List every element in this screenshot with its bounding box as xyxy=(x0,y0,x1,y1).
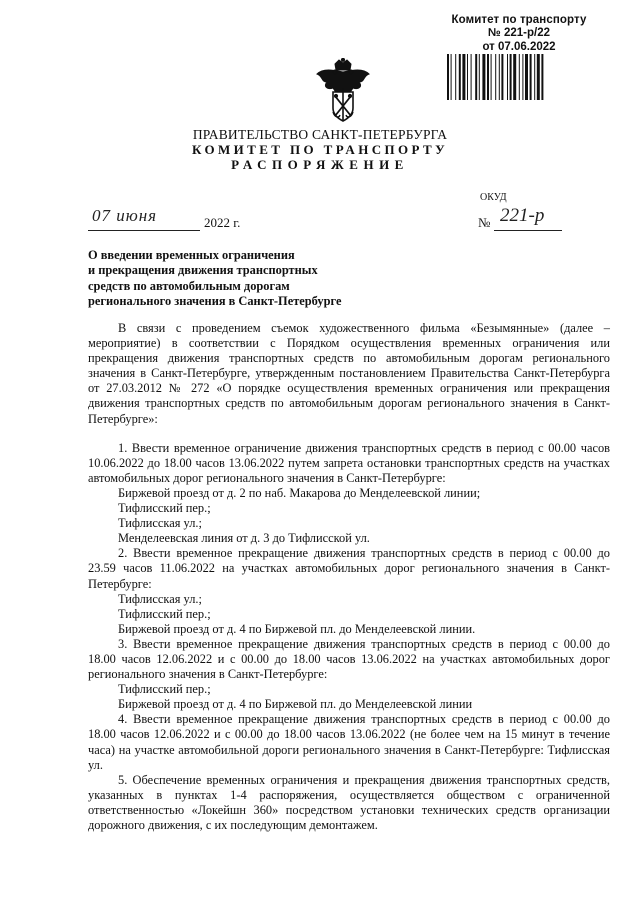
road-section: Тифлисская ул.; xyxy=(118,591,202,606)
subject-line: и прекращения движения транспортных xyxy=(88,263,318,278)
barcode-bar xyxy=(459,54,461,100)
road-section: Биржевой проезд от д. 2 по наб. Макарова до Менделеевской линии; xyxy=(118,485,481,500)
clause-5: 5. Обеспечение временных ограничения и прекращения движения транспортных средств, указанных в пунктах 1-4 распоряжения, осуществляется обществом с ограниченной ответственностью «Локейшн 360» посредством установки технических средств организации дорожного движения, с их последующим демонтажем. xyxy=(88,772,610,832)
barcode-bar xyxy=(482,54,485,100)
barcode-bar xyxy=(522,54,523,100)
road-section: Тифлисская ул.; xyxy=(118,516,202,531)
preamble-paragraph: В связи с проведением съемок художественного фильма «Безымянные» (далее – мероприятие) в соответствии с Порядком осуществления временных ограничения или прекращения движения транспортных средств по автомобильным дорогам регионального значения в Санкт-Петербурге, утвержденным постановлением Правительства Санкт-Петербурга от 27.03.2012 № 272 «О порядке осуществления временных ограничения или прекращения движения транспортных средств по автомобильным дорогам регионального значения в Санкт-Петербурге»: xyxy=(88,321,610,426)
document-type: РАСПОРЯЖЕНИЕ xyxy=(231,157,409,172)
stamp-date: от 07.06.2022 xyxy=(482,41,556,53)
barcode-bar xyxy=(541,54,543,100)
document-body xyxy=(88,321,610,833)
road-section: Тифлисский пер.; xyxy=(118,606,211,621)
subject-line: О введении временных ограничения xyxy=(88,248,295,262)
barcode-bar xyxy=(510,54,512,100)
committee-title: КОМИТЕТ ПО ТРАНСПОРТУ xyxy=(191,142,449,157)
barcode-bar xyxy=(501,54,503,100)
barcode-bar xyxy=(530,54,532,100)
okud-label: ОКУД xyxy=(480,192,507,203)
barcode-bar xyxy=(513,54,516,100)
barcode-bar xyxy=(455,54,456,100)
clause-4: 4. Ввести временное прекращение движения транспортных средств в период с 00.00 до 18.00 часов 12.06.2022 и с 00.00 до 18.00 часов 13.06.2022 (не более чем на 15 минут в течение часа) на участке автомобильной дороги регионального значения в Санкт-Петербурге: Тифлисская ул. xyxy=(88,712,610,772)
clause-1: 1. Ввести временное ограничение движения транспортных средств в период с 00.00 часов 10.06.2022 до 18.00 часов 13.06.2022 путем запрета остановки транспортных средств на участках автомобильных дорог регионального значения в Санкт-Петербурге: xyxy=(88,440,610,485)
barcode-bar xyxy=(451,54,452,100)
coat-of-arms-icon xyxy=(313,58,373,124)
barcode-bar xyxy=(479,54,480,100)
barcode-bar xyxy=(487,54,489,100)
barcode-bar xyxy=(491,54,492,100)
barcode-bar xyxy=(471,54,472,100)
barcode-bar xyxy=(525,54,528,100)
barcode-bar xyxy=(507,54,508,100)
handwritten-number: 221-р xyxy=(500,205,545,226)
clause-3: 3. Ввести временное прекращение движения транспортных средств в период с 00.00 до 18.00 часов 12.06.2022 и с 00.00 до 18.00 часов 13.06.2022 на участках автомобильных дорог регионального значения в Санкт-Петербурге: xyxy=(88,636,610,682)
barcode-bar xyxy=(447,54,449,100)
road-section: Биржевой проезд от д. 4 по Биржевой пл. до Менделеевской линии. xyxy=(118,621,476,636)
number-label: № xyxy=(478,215,491,230)
road-section: Менделеевская линия от д. 3 до Тифлисской ул. xyxy=(118,531,370,546)
road-section: Тифлисский пер.; xyxy=(118,501,211,516)
subject-line: средств по автомобильным дорогам xyxy=(88,278,290,293)
barcode-bar xyxy=(537,54,540,100)
road-section: Тифлисский пер.; xyxy=(118,682,211,697)
barcode-bar xyxy=(495,54,496,100)
stamp-organization: Комитет по транспорту xyxy=(451,14,587,26)
handwritten-date: 07 июня xyxy=(92,206,158,225)
document-subject xyxy=(88,248,388,310)
barcode-bar xyxy=(467,54,468,100)
clause-2: 2. Ввести временное прекращение движения транспортных средств в период с 00.00 до 23.59 часов 11.06.2022 на участках автомобильных дорог регионального значения в Санкт-Петербурге: xyxy=(88,546,610,591)
road-section: Биржевой проезд от д. 4 по Биржевой пл. до Менделеевской линии xyxy=(118,697,473,712)
stamp-number: № 221-р/22 xyxy=(487,27,551,39)
barcode-bar xyxy=(475,54,477,100)
government-title: ПРАВИТЕЛЬСТВО САНКТ-ПЕТЕРБУРГА xyxy=(192,127,448,142)
barcode-bar xyxy=(534,54,535,100)
subject-line: регионального значения в Санкт-Петербурге xyxy=(88,294,342,309)
barcode xyxy=(447,54,597,100)
barcode-bar xyxy=(499,54,500,100)
registration-stamp xyxy=(426,14,612,54)
barcode-bar xyxy=(462,54,465,100)
barcode-bar xyxy=(519,54,520,100)
date-year: 2022 г. xyxy=(204,215,241,230)
